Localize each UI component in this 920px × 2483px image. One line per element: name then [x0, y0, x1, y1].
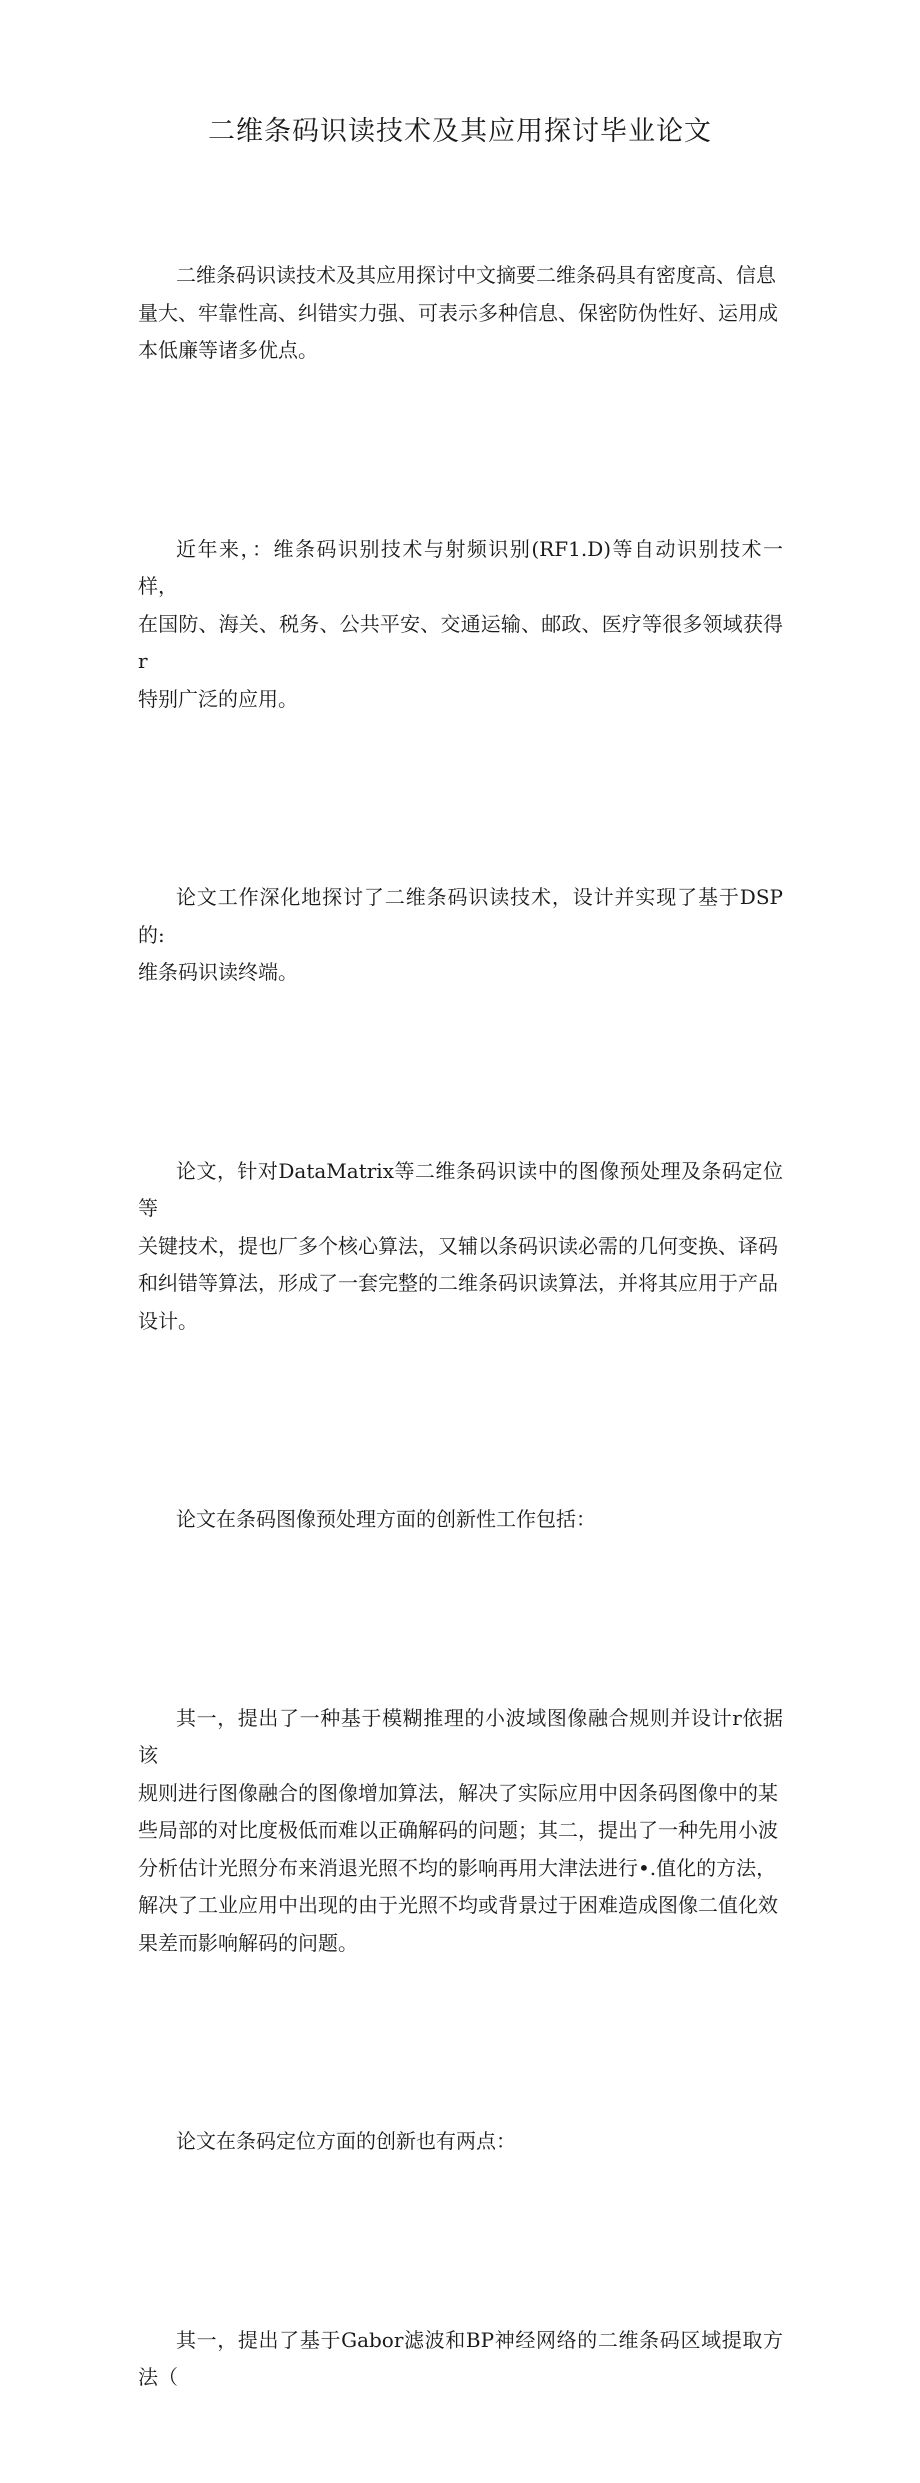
- text-line: 关键技术，提也厂多个核心算法，又辅以条码识读必需的几何变换、译码: [138, 1233, 778, 1258]
- text-line: 规则进行图像融合的图像增加算法，解决了实际应用中因条码图像中的某: [138, 1780, 778, 1805]
- document-body: [138, 182, 783, 2483]
- text-line: 设计。: [138, 1308, 198, 1333]
- text-line: 分析估计光照分布来消退光照不均的影响再用大津法进行•.值化的方法，: [138, 1855, 777, 1880]
- text-line: 在国防、海关、税务、公共平安、交通运输、邮政、医疗等很多领域获得r: [138, 611, 783, 673]
- text-line: 论文工作深化地探讨了二维条码识读技术，设计并实现了基于DSP的:: [138, 885, 783, 947]
- paragraph-preprocessing-intro: [138, 1426, 783, 1614]
- text-line: 其一，提出了基于Gabor滤波和BP神经网络的二维条码区域提取方法（: [138, 2327, 783, 2389]
- paragraph-abstract: [138, 182, 783, 445]
- text-line: 近年来，：维条码识别技术与射频识别(RF1.D)等自动识别技术一样，: [138, 536, 783, 598]
- text-line: 和纠错等算法，形成了一套完整的二维条码识读算法，并将其应用于产品: [138, 1271, 778, 1295]
- text-line: 果差而影响解码的问题。: [138, 1930, 358, 1955]
- text-line: 些局部的对比度极低而难以正确解码的问题；其二，提出了一种先用小波: [138, 1818, 778, 1842]
- text-line: 其一，提出了一种基于模糊推理的小波域图像融合规则并设计r依据该: [138, 1705, 783, 1767]
- paragraph-localization-details: [138, 2247, 783, 2472]
- paragraph-localization-intro: [138, 2048, 783, 2236]
- paragraph-algorithms: [138, 1078, 783, 1416]
- text-line: 论文在条码定位方面的创新也有两点：: [176, 2129, 516, 2153]
- text-line: 维条码识读终端。: [138, 960, 298, 984]
- text-line: 特别广泛的应用。: [138, 686, 298, 711]
- text-line: 论文，针对DataMatrix等二维条码识读中的图像预处理及条码定位等: [138, 1158, 783, 1220]
- text-line: 量大、牢靠性高、纠错实力强、可表示多种信息、保密防伪性好、运用成: [138, 300, 778, 325]
- paragraph-thesis-work: [138, 804, 783, 1067]
- text-line: 二维条码识读技术及其应用探讨中文摘要二维条码具有密度高、信息: [176, 263, 776, 287]
- text-line: 解决了工业应用中出现的由于光照不均或背景过于困难造成图像二值化效: [138, 1893, 778, 1917]
- paragraph-recent-years: [138, 456, 783, 794]
- text-line: 本低廉等诸多优点。: [138, 338, 318, 362]
- text-line: 论文在条码图像预处理方面的创新性工作包括：: [176, 1507, 596, 1531]
- paragraph-preprocessing-details: [138, 1625, 783, 2038]
- document-title: 二维条码识读技术及其应用探讨毕业论文: [208, 116, 712, 147]
